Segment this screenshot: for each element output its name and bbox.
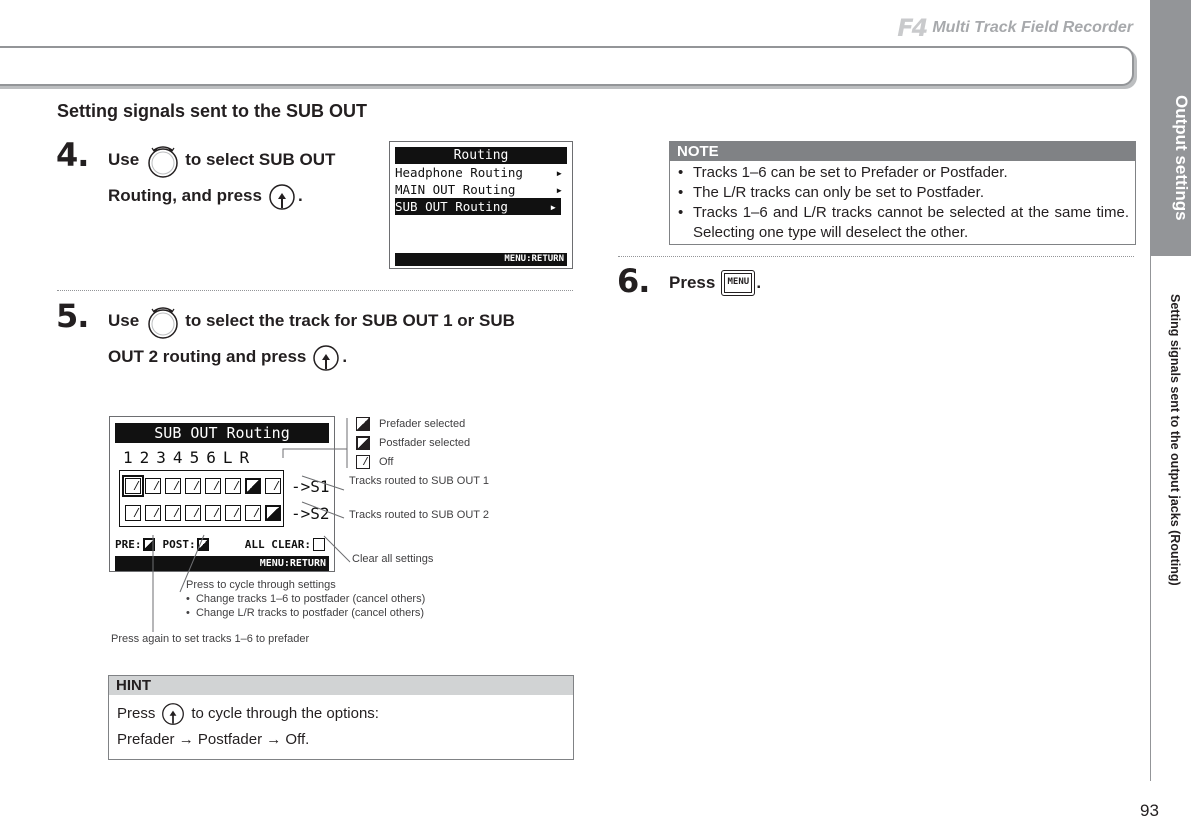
legend-off-label: Off	[379, 455, 394, 468]
track-label: 2	[139, 448, 157, 467]
step-5-period: .	[342, 347, 348, 366]
menu-item-label: MAIN OUT Routing	[395, 182, 516, 197]
sub-out-2-label-text: S2	[310, 503, 330, 523]
sub-out-screen-footer: MENU:RETURN	[115, 556, 329, 571]
legend-postfader	[356, 436, 470, 450]
step-4-text-2: Routing, and press	[108, 186, 262, 205]
callout-press-again: Press again to set tracks 1–6 to prefader	[111, 633, 310, 645]
sub-out-2-label: ->S2	[291, 503, 330, 523]
step-6-line	[669, 270, 761, 296]
section-heading: Setting signals sent to the SUB OUT	[57, 101, 368, 121]
step-4-text-1: to select SUB OUT	[185, 150, 336, 169]
note-item: • The L/R tracks can only be set to Postfader.	[678, 183, 1129, 203]
post-label: POST:	[162, 537, 196, 551]
chapter-tab	[1150, 0, 1191, 256]
hint-press-text: Press	[117, 705, 156, 722]
pre-label: PRE:	[115, 537, 142, 551]
divider-right	[618, 256, 1134, 257]
callout-lines	[0, 0, 600, 660]
step-6-press: Press	[669, 273, 716, 292]
section-side-label: Setting signals sent to the output jacks (Routing)	[1168, 294, 1182, 586]
hint-line-1-text: to cycle through the options:	[191, 705, 379, 722]
track-label: R	[239, 448, 257, 467]
note-item-text: Tracks 1–6 and L/R tracks cannot be selected at the same time. Selecting one type will deselect the other.	[693, 204, 1129, 241]
legend-postfader-label: Postfader selected	[379, 436, 471, 449]
step-6-period: .	[756, 273, 762, 292]
track-label: 5	[189, 448, 207, 467]
legend-prefader-label: Prefader selected	[379, 417, 466, 430]
hint-box	[108, 675, 574, 760]
track-label: 6	[206, 448, 223, 467]
track-label: 3	[156, 448, 173, 467]
product-logo: F4	[897, 14, 927, 42]
menu-key-icon: MENU	[721, 270, 755, 296]
routing-screen-title: Routing	[395, 147, 567, 164]
push-button-icon	[161, 701, 185, 727]
step-4-use: Use	[108, 150, 140, 169]
step-4-period: .	[297, 186, 303, 205]
track-label: 4	[172, 448, 190, 467]
page-number: 93	[1140, 801, 1159, 820]
sub-out-1-label: ->S1	[291, 476, 330, 496]
chapter-tab-label: Output settings	[1172, 95, 1191, 221]
all-clear-label: ALL CLEAR:	[244, 537, 311, 551]
off-icon	[356, 455, 370, 469]
callout-cycle-bullet-2: • Change L/R tracks to postfader (cancel others)	[186, 607, 425, 619]
note-item-text: Tracks 1–6 can be set to Prefader or Postfader.	[693, 164, 1008, 181]
routing-screen-footer: MENU:RETURN	[395, 253, 567, 266]
product-title: Multi Track Field Recorder	[932, 19, 1133, 36]
chevron-right-icon: ▸	[555, 182, 563, 197]
step-5-text-1: to select the track for SUB OUT 1 or SUB	[185, 311, 515, 330]
hint-body	[109, 695, 573, 757]
track-label: 1	[123, 448, 140, 467]
chevron-right-icon: ▸	[555, 165, 563, 180]
callout-clear-all: Clear all settings	[352, 553, 434, 565]
prefader-icon	[356, 417, 370, 431]
note-box	[669, 141, 1136, 245]
note-item-text: The L/R tracks can only be set to Postfader.	[693, 184, 984, 201]
header-brand	[897, 14, 1133, 42]
legend-prefader	[356, 417, 465, 431]
menu-item-label: SUB OUT Routing	[395, 199, 508, 214]
callout-cycle-bullet-2-text: Change L/R tracks to postfader (cancel others)	[195, 607, 425, 619]
step-5-use: Use	[108, 311, 140, 330]
menu-item-label: Headphone Routing	[395, 165, 523, 180]
side-divider	[1150, 256, 1151, 781]
step-5-number: 5.	[56, 297, 89, 335]
sub-out-1-label-text: S1	[310, 476, 330, 496]
track-label: L	[222, 448, 240, 467]
chevron-right-icon: ▸	[549, 199, 557, 214]
step-4-number: 4.	[56, 136, 89, 174]
callout-sub-out-1: Tracks routed to SUB OUT 1	[349, 475, 489, 487]
callout-cycle-bullet-1-text: Change tracks 1–6 to postfader (cancel others)	[195, 593, 426, 605]
note-body	[670, 161, 1135, 247]
note-item: • Tracks 1–6 and L/R tracks cannot be selected at the same time. Selecting one type will deselect the other.	[678, 204, 1129, 241]
postfader-icon	[356, 436, 370, 450]
sub-out-screen-title: SUB OUT Routing	[115, 423, 329, 443]
note-item: • Tracks 1–6 can be set to Prefader or Postfader.	[678, 163, 1129, 183]
hint-heading: HINT	[109, 676, 573, 695]
legend-off	[356, 455, 393, 469]
callout-sub-out-2: Tracks routed to SUB OUT 2	[349, 509, 489, 521]
hint-line-2: Prefader → Postfader → Off.	[117, 731, 310, 748]
callout-cycle-bullet-1: • Change tracks 1–6 to postfader (cancel others)	[186, 593, 426, 605]
note-heading: NOTE	[670, 142, 1135, 161]
callout-cycle: Press to cycle through settings	[186, 579, 336, 591]
step-5-text-2: OUT 2 routing and press	[108, 347, 307, 366]
hint-line-1	[117, 701, 567, 727]
step-6-number: 6.	[617, 262, 650, 300]
